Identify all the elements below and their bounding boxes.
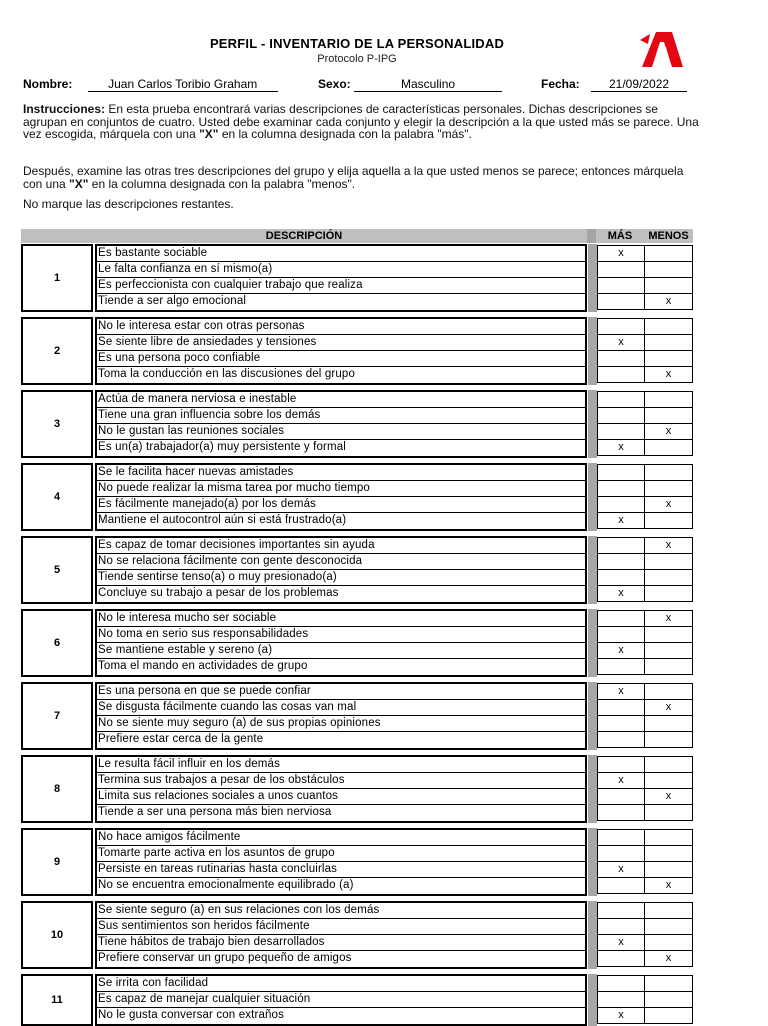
column-header-mas: MÁS [596, 229, 644, 243]
mas-checkbox-cell[interactable] [598, 878, 645, 894]
group-descriptions [95, 974, 587, 1026]
group-marks [597, 975, 693, 1024]
description-row: No le interesa estar con otras personas [97, 319, 585, 335]
mas-checkbox-cell[interactable]: x [598, 862, 645, 877]
column-header-menos: MENOS [644, 229, 693, 243]
menos-checkbox-cell[interactable] [645, 570, 692, 585]
column-separator [588, 536, 597, 604]
mark-row [598, 570, 692, 586]
description-row: Prefiere conservar un grupo pequeño de amigos [98, 952, 352, 964]
menos-checkbox-cell[interactable] [645, 408, 692, 423]
menos-checkbox-cell[interactable] [645, 862, 692, 877]
group-descriptions [95, 901, 587, 969]
mark-row [598, 611, 692, 627]
mas-checkbox-cell[interactable] [598, 611, 645, 626]
mark-row [598, 846, 692, 862]
mark-row [598, 903, 692, 919]
mas-checkbox-cell[interactable] [598, 424, 645, 439]
description-row: Le resulta fácil influir en los demás [97, 757, 585, 773]
description-row: No se siente muy seguro (a) de sus propias opiniones [97, 716, 585, 732]
menos-checkbox-cell[interactable] [645, 554, 692, 569]
mark-row [598, 732, 692, 748]
group-marks [597, 391, 693, 456]
description-row: Es un(a) trabajador(a) muy persistente y formal [98, 441, 347, 453]
menos-checkbox-cell[interactable] [645, 481, 692, 496]
group-marks [597, 464, 693, 529]
description-row: Es perfeccionista con cualquier trabajo que realiza [97, 278, 585, 294]
menos-checkbox-cell[interactable] [645, 830, 692, 845]
group-number: 7 [21, 682, 93, 750]
question-group [21, 828, 693, 896]
nombre-field [23, 77, 278, 92]
menos-checkbox-cell[interactable] [645, 1008, 692, 1024]
mas-checkbox-cell[interactable] [598, 976, 645, 991]
menos-checkbox-cell[interactable] [645, 319, 692, 334]
mas-checkbox-cell[interactable] [598, 846, 645, 861]
mas-checkbox-cell[interactable]: x [598, 246, 645, 261]
question-group [21, 974, 693, 1026]
column-separator [588, 828, 597, 896]
description-row: Sus sentimientos son heridos fácilmente [97, 919, 585, 935]
instructions-paragraph-1 [23, 103, 703, 141]
description-row: Toma la conducción en las discusiones del grupo [98, 368, 356, 380]
description-row: Es capaz de tomar decisiones importantes sin ayuda [97, 538, 585, 554]
menos-checkbox-cell[interactable] [645, 805, 692, 821]
question-group [21, 609, 693, 677]
menos-checkbox-cell[interactable] [645, 716, 692, 731]
mark-row [598, 773, 692, 789]
column-separator [588, 682, 597, 750]
menos-checkbox-cell[interactable]: x [665, 612, 672, 624]
question-group [21, 390, 693, 458]
mas-checkbox-cell[interactable] [598, 408, 645, 423]
menos-checkbox-cell[interactable]: x [665, 539, 672, 551]
mark-row [598, 684, 692, 700]
column-header-separator [587, 229, 596, 243]
menos-checkbox-cell[interactable]: x [665, 295, 672, 307]
mas-checkbox-cell[interactable] [598, 627, 645, 642]
description-row: Tiene hábitos de trabajo bien desarrollados [97, 935, 585, 951]
description-row: No le gusta conversar con extraños [98, 1009, 285, 1021]
mark-row [598, 465, 692, 481]
column-separator [588, 901, 597, 969]
mark-row [598, 878, 692, 894]
description-row: Se le facilita hacer nuevas amistades [97, 465, 585, 481]
mas-checkbox-cell[interactable] [598, 538, 645, 553]
sexo-value: Masculino [354, 77, 502, 92]
menos-checkbox-cell[interactable] [645, 935, 692, 950]
group-number: 2 [21, 317, 93, 385]
mas-checkbox-cell[interactable] [598, 716, 645, 731]
group-descriptions [95, 244, 587, 312]
mas-checkbox-cell[interactable] [598, 830, 645, 845]
mas-checkbox-cell[interactable] [598, 570, 645, 585]
question-group [21, 536, 693, 604]
instructions-label: Instrucciones: [23, 102, 106, 116]
group-marks [597, 245, 693, 310]
instructions-x-1: "X" [199, 127, 219, 142]
mas-checkbox-cell[interactable]: x [598, 586, 645, 602]
menos-checkbox-cell[interactable] [645, 335, 692, 350]
menos-checkbox-cell[interactable] [645, 643, 692, 658]
mas-checkbox-cell[interactable] [598, 732, 645, 748]
description-row: No toma en serio sus responsabilidades [97, 627, 585, 643]
mas-checkbox-cell[interactable] [598, 294, 645, 310]
menos-checkbox-cell[interactable] [645, 351, 692, 366]
description-row: Tiende sentirse tenso(a) o muy presionado(a) [97, 570, 585, 586]
description-row: Es una persona poco confiable [97, 351, 585, 367]
column-separator [588, 609, 597, 677]
group-marks [597, 902, 693, 967]
group-number: 11 [21, 974, 93, 1026]
description-row: Mantiene el autocontrol aún si está frustrado(a) [98, 514, 347, 526]
logo-icon [636, 30, 684, 68]
group-marks [597, 756, 693, 821]
group-number: 10 [21, 901, 93, 969]
fecha-label: Fecha: [541, 77, 580, 91]
sexo-field [318, 77, 502, 92]
mark-row [598, 319, 692, 335]
mas-checkbox-cell[interactable]: x [598, 935, 645, 950]
mas-checkbox-cell[interactable] [598, 465, 645, 480]
mark-row [598, 481, 692, 497]
description-row: No le interesa mucho ser sociable [97, 611, 585, 627]
group-marks [597, 318, 693, 383]
question-group [21, 244, 693, 312]
mark-row [598, 538, 692, 554]
description-row: Se mantiene estable y sereno (a) [97, 643, 585, 659]
description-row: Es fácilmente manejado(a) por los demás [97, 497, 585, 513]
group-descriptions [95, 390, 587, 458]
menos-checkbox-cell[interactable]: x [665, 952, 672, 964]
mark-row [598, 976, 692, 992]
column-separator [588, 755, 597, 823]
mas-checkbox-cell[interactable] [598, 554, 645, 569]
group-number: 8 [21, 755, 93, 823]
mas-checkbox-cell[interactable]: x [598, 440, 645, 456]
mas-checkbox-cell[interactable] [598, 481, 645, 496]
mas-checkbox-cell[interactable]: x [598, 1008, 645, 1024]
mas-checkbox-cell[interactable]: x [598, 684, 645, 699]
menos-checkbox-cell[interactable] [645, 278, 692, 293]
mark-row [598, 424, 692, 440]
description-row: Toma el mando en actividades de grupo [98, 660, 308, 672]
group-marks [597, 610, 693, 675]
menos-checkbox-cell[interactable] [645, 976, 692, 991]
menos-checkbox-cell[interactable] [645, 903, 692, 918]
menos-checkbox-cell[interactable] [645, 262, 692, 277]
sexo-label: Sexo: [318, 77, 351, 91]
menos-checkbox-cell[interactable] [645, 246, 692, 261]
mark-row [598, 392, 692, 408]
group-descriptions [95, 317, 587, 385]
mark-row [598, 757, 692, 773]
mark-row [598, 700, 692, 716]
instructions-text-1b: en la columna designada con la palabra "más". [218, 127, 472, 142]
mark-row [598, 659, 692, 675]
mark-row [598, 716, 692, 732]
menos-checkbox-cell[interactable]: x [665, 425, 672, 437]
mas-checkbox-cell[interactable] [598, 805, 645, 821]
group-descriptions [95, 609, 587, 677]
instructions-x-2: "X" [69, 176, 89, 191]
mark-row [598, 830, 692, 846]
instructions-paragraph-2 [23, 165, 703, 190]
mark-row [598, 497, 692, 513]
question-group [21, 463, 693, 531]
mark-row [598, 367, 692, 383]
description-row: Persiste en tareas rutinarias hasta concluirlas [97, 862, 585, 878]
mas-checkbox-cell[interactable]: x [598, 643, 645, 658]
mark-row [598, 246, 692, 262]
description-row: No puede realizar la misma tarea por mucho tiempo [97, 481, 585, 497]
description-row: Le falta confianza en sí mismo(a) [97, 262, 585, 278]
group-number: 3 [21, 390, 93, 458]
description-row: No se encuentra emocionalmente equilibrado (a) [98, 879, 354, 891]
mark-row [598, 627, 692, 643]
group-marks [597, 537, 693, 602]
group-descriptions [95, 828, 587, 896]
mas-checkbox-cell[interactable] [598, 903, 645, 918]
mark-row [598, 789, 692, 805]
description-row: Se siente seguro (a) en sus relaciones con los demás [97, 903, 585, 919]
mark-row [598, 278, 692, 294]
mark-row [598, 262, 692, 278]
description-row: Tiene una gran influencia sobre los demás [97, 408, 585, 424]
description-row: Termina sus trabajos a pesar de los obstáculos [97, 773, 585, 789]
description-row: Concluye su trabajo a pesar de los problemas [98, 587, 339, 599]
menos-checkbox-cell[interactable] [645, 513, 692, 529]
menos-checkbox-cell[interactable] [645, 773, 692, 788]
mark-row [598, 935, 692, 951]
mark-row [598, 294, 692, 310]
nombre-label: Nombre: [23, 77, 73, 91]
menos-checkbox-cell[interactable] [645, 627, 692, 642]
mas-checkbox-cell[interactable] [598, 919, 645, 934]
description-row: Se siente libre de ansiedades y tensiones [97, 335, 585, 351]
mas-checkbox-cell[interactable] [598, 392, 645, 407]
group-marks [597, 683, 693, 748]
mark-row [598, 805, 692, 821]
group-number: 4 [21, 463, 93, 531]
column-separator [588, 463, 597, 531]
column-separator [588, 244, 597, 312]
group-marks [597, 829, 693, 894]
mark-row [598, 919, 692, 935]
description-row: Limita sus relaciones sociales a unos cuantos [97, 789, 585, 805]
mas-checkbox-cell[interactable] [598, 262, 645, 277]
mas-checkbox-cell[interactable]: x [598, 773, 645, 788]
question-group [21, 755, 693, 823]
description-row: No le gustan las reuniones sociales [97, 424, 585, 440]
instructions-text-1a: En esta prueba encontrará varias descripciones de características personales. Dichas descripciones se agrupan en conjuntos de cuatro. Usted debe examinar cada conjunto y elegir la descripción a la que usted más se parece. Una vez escogida, márquela con una [23, 102, 699, 142]
mark-row [598, 643, 692, 659]
column-separator [588, 317, 597, 385]
nombre-value: Juan Carlos Toribio Graham [88, 77, 278, 92]
description-row: Tiende a ser una persona más bien nerviosa [98, 806, 332, 818]
fecha-value: 21/09/2022 [591, 77, 687, 92]
group-number: 1 [21, 244, 93, 312]
menos-checkbox-cell[interactable]: x [665, 701, 672, 713]
mas-checkbox-cell[interactable] [598, 351, 645, 366]
instructions-text-2b: en la columna designada con la palabra "menos". [88, 176, 356, 191]
description-row: Es bastante sociable [97, 246, 585, 262]
mark-row [598, 992, 692, 1008]
mark-row [598, 1008, 692, 1024]
mas-checkbox-cell[interactable] [598, 659, 645, 675]
menos-checkbox-cell[interactable]: x [665, 368, 672, 380]
group-descriptions [95, 536, 587, 604]
menos-checkbox-cell[interactable] [645, 992, 692, 1007]
column-header-descripcion: DESCRIPCIÓN [21, 229, 587, 243]
instructions-paragraph-3: No marque las descripciones restantes. [23, 197, 234, 211]
question-group [21, 317, 693, 385]
mas-checkbox-cell[interactable] [598, 789, 645, 804]
description-row: No hace amigos fácilmente [97, 830, 585, 846]
description-row: Se irrita con facilidad [97, 976, 585, 992]
menos-checkbox-cell[interactable] [645, 659, 692, 675]
mark-row [598, 862, 692, 878]
description-row: Es una persona en que se puede confiar [97, 684, 585, 700]
mas-checkbox-cell[interactable] [598, 367, 645, 383]
menos-checkbox-cell[interactable] [645, 586, 692, 602]
column-separator [588, 974, 597, 1026]
mark-row [598, 335, 692, 351]
menos-checkbox-cell[interactable]: x [665, 879, 672, 891]
menos-checkbox-cell[interactable] [645, 392, 692, 407]
menos-checkbox-cell[interactable] [645, 465, 692, 480]
mark-row [598, 951, 692, 967]
description-row: Prefiere estar cerca de la gente [98, 733, 264, 745]
mark-row [598, 554, 692, 570]
menos-checkbox-cell[interactable]: x [665, 498, 672, 510]
menos-checkbox-cell[interactable] [645, 684, 692, 699]
menos-checkbox-cell[interactable] [645, 732, 692, 748]
group-descriptions [95, 755, 587, 823]
description-row: Es capaz de manejar cualquier situación [97, 992, 585, 1008]
mark-row [598, 408, 692, 424]
menos-checkbox-cell[interactable] [645, 757, 692, 772]
mas-checkbox-cell[interactable] [598, 757, 645, 772]
mas-checkbox-cell[interactable] [598, 992, 645, 1007]
description-row: Actúa de manera nerviosa e inestable [97, 392, 585, 408]
description-row: Tomarte parte activa en los asuntos de grupo [97, 846, 585, 862]
mas-checkbox-cell[interactable]: x [598, 335, 645, 350]
group-number: 5 [21, 536, 93, 604]
menos-checkbox-cell[interactable]: x [665, 790, 672, 802]
mas-checkbox-cell[interactable] [598, 700, 645, 715]
mark-row [598, 440, 692, 456]
group-number: 6 [21, 609, 93, 677]
question-group [21, 901, 693, 969]
mark-row [598, 351, 692, 367]
fecha-field [541, 77, 687, 92]
mas-checkbox-cell[interactable] [598, 951, 645, 967]
group-number: 9 [21, 828, 93, 896]
mark-row [598, 513, 692, 529]
menos-checkbox-cell[interactable] [645, 919, 692, 934]
column-separator [588, 390, 597, 458]
document-title: PERFIL - INVENTARIO DE LA PERSONALIDAD [209, 36, 505, 51]
description-row: Se disgusta fácilmente cuando las cosas van mal [97, 700, 585, 716]
mas-checkbox-cell[interactable]: x [598, 513, 645, 529]
question-group [21, 682, 693, 750]
mas-checkbox-cell[interactable] [598, 497, 645, 512]
menos-checkbox-cell[interactable] [645, 440, 692, 456]
instructions-text-2a: Después, examine las otras tres descripciones del grupo y elija aquella a la que usted menos se parece; entonces márquela con una [23, 164, 684, 191]
group-descriptions [95, 682, 587, 750]
mas-checkbox-cell[interactable] [598, 319, 645, 334]
mas-checkbox-cell[interactable] [598, 278, 645, 293]
document-subtitle: Protocolo P-IPG [317, 53, 397, 65]
description-row: No se relaciona fácilmente con gente desconocida [97, 554, 585, 570]
menos-checkbox-cell[interactable] [645, 846, 692, 861]
description-row: Tiende a ser algo emocional [98, 295, 247, 307]
group-descriptions [95, 463, 587, 531]
mark-row [598, 586, 692, 602]
